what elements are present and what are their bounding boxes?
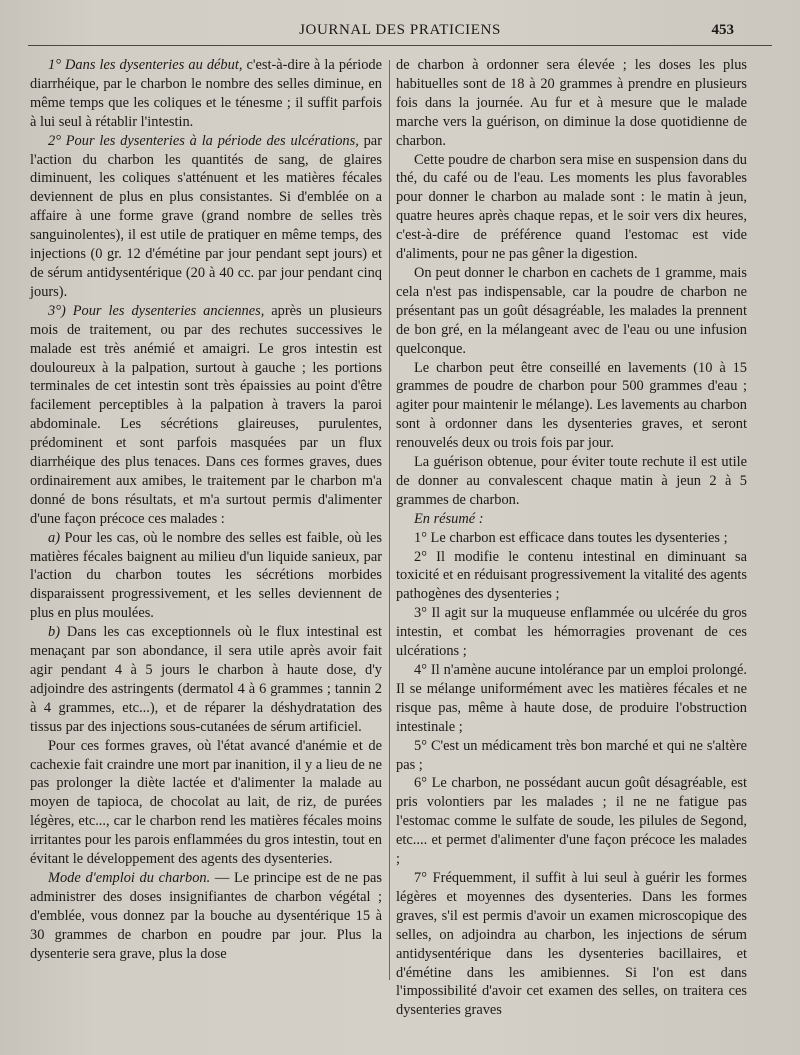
paragraph-text: par l'action du charbon les quantités de sang, de glaires diminuent, les coliques s'atténuent et les matières fécales deviennent de plus en plus consistantes. Si d'emblée on a affaire à une forme grave (grand nombre de selles très sanguinolentes), il est utile de pratiquer en même temps, des injections (0 gr. 12 d'émétine par jour pendant sept jours) et de sérum antidysentérique (20 à 40 cc. par jour pendant cinq jours). [30,132,382,300]
paragraph-text: 1° Le charbon est efficace dans toutes les dysenteries ; [414,529,728,546]
header-rule [28,45,772,46]
paragraph-lead: 3°) Pour les dysenteries anciennes, [48,302,265,319]
right-column-paragraph [396,453,747,510]
paragraph-lead: 1° Dans les dysenteries au début, [48,57,243,73]
right-column-paragraph [396,151,747,264]
right-column-paragraph [396,774,747,869]
paragraph-text: après un plusieurs mois de traitement, ou par des rechutes successives le malade est très anémié et amaigri. Le gros intestin est douloureux à la palpation, surtout à gauche ; les portions terminales de cet intestin sont très épaissies au point d'être facilement perceptibles à la palpation à travers la paroi abdominale. Les sécrétions glaireuses, purulentes, prédominent et sont parfois masquées par un flux diarrhéique des plus tenaces. Dans ces formes graves, dues ordinairement aux amibes, le traitement par le charbon m'a donné de bons résultats, et m'a surtout permis d'alimenter d'une façon précoce ces malades : [30,302,382,527]
right-column-paragraph [396,359,747,454]
left-column-paragraph [30,132,382,302]
running-title: JOURNAL DES PRATICIENS [299,22,501,38]
right-column-paragraph [396,264,747,359]
paragraph-text: — Le principe est de ne pas administrer des doses insignifiantes de charbon végétal ; d'emblée, vous donnez par la bouche au dysentérique 15 à 30 grammes de charbon en poudre par jour. Plus la dysenterie sera grave, plus la dose [30,869,383,962]
right-column-paragraph [396,604,747,661]
left-column-paragraph [30,302,382,529]
left-column-paragraph [30,529,382,624]
paragraph-text: 4° Il n'amène aucune intolérance par un emploi prolongé. Il se mélange uniformément avec les matières fécales et ne risque pas, même à haute dose, de produire l'obstruction intestinale ; [396,662,747,735]
paragraph-text: 2° Il modifie le contenu intestinal en diminuant sa toxicité et en réduisant progressivement la vitalité des agents pathogènes des dysenteries ; [396,548,747,603]
column-divider [389,60,390,980]
paragraph-text: Cette poudre de charbon sera mise en suspension dans du thé, du café ou de l'eau. Les moments les plus favorables pour donner le charbon au malade sont : le matin à jeun, quatre heures après chaque repas, et le soir vers dix heures, c'est-à-dire de préférence quand l'estomac est vide d'aliments, pour ne pas gêner la digestion. [396,151,747,263]
paragraph-lead: En résumé : [414,510,484,527]
paragraph-text: 6° Le charbon, ne possédant aucun goût désagréable, est pris volontiers par les malades ; il ne ne fatigue pas l'estomac comme le sulfate de soude, les pilules de Segond, etc.... et permet d'alimenter d'une façon précoce les malades ; [396,775,747,868]
paragraph-text: 3° Il agit sur la muqueuse enflammée ou ulcérée du gros intestin, et combat les hémorragies provenant de ces ulcérations ; [396,605,747,660]
paragraph-text: 5° C'est un médicament très bon marché et qui ne s'altère pas ; [396,737,747,773]
right-column-paragraph [396,56,747,151]
left-column [30,56,382,964]
paragraph-text: de charbon à ordonner sera élevée ; les doses les plus habituelles sont de 18 à 20 grammes à prendre en plusieurs fois dans la journée. Au fur et à mesure que le malade marche vers la guérison, on diminue la dose quotidienne de charbon. [396,57,747,149]
right-column-paragraph [396,737,747,775]
paragraph-text: La guérison obtenue, pour éviter toute rechute il est utile de donner au convalescent chaque matin à jeun 2 à 5 grammes de charbon. [396,454,747,508]
paragraph-text: c'est-à-dire à la période diarrhéique, par le charbon le nombre des selles diminue, en même temps que les coliques et le ténesme ; il suffit parfois à lui seul à rétablir l'intestin. [30,57,382,130]
paragraph-text: On peut donner le charbon en cachets de 1 gramme, mais cela n'est pas indispensable, car la poudre de charbon ne présentant pas un goût désagréable, les malades la prennent de bon gré, en la mélangeant avec de l'eau ou une infusion quelconque. [396,264,747,357]
page-number: 453 [711,22,734,38]
right-column [396,56,747,1020]
paragraph-text: Pour les cas, où le nombre des selles est faible, où les matières fécales baignent au milieu d'un liquide sanieux, par l'action du charbon toutes les sécrétions morbides disparaissent progressivement, et les selles deviennent de plus en plus moulées. [30,529,382,622]
paragraph-text: Pour ces formes graves, où l'état avancé d'anémie et de cachexie fait craindre une mort par inanition, il y a lieu de ne pas prolonger la diète lactée et d'alimenter la malade au moyen de tapioca, de chocolat au lait, de riz, de purées légères, etc..., car le charbon rend les matières fécales moins irritantes pour les parois enflammées du gros intestin, tout en évitant le développement des agents des dysenteries. [30,737,382,868]
paragraph-text: Dans les cas exceptionnels où le flux intestinal est menaçant par son abondance, il sera utile après avoir fait agir pendant 4 à 5 jours le charbon à haute dose, d'y adjoindre des astringents (dermatol 4 à 6 grammes ; tannin 2 à 4 grammes, etc...), et de réparer la déshydratation des tissus par des injections sous-cutanées de sérum artificiel. [30,624,382,735]
right-column-paragraph [396,548,747,605]
right-column-paragraph [396,529,747,548]
paragraph-lead: b) [48,624,60,641]
page-header [0,18,800,48]
left-column-paragraph [30,56,382,132]
paragraph-lead: 2° Pour les dysenteries à la période des ulcérations, [48,132,359,149]
right-column-paragraph [396,869,747,1020]
paragraph-text: Le charbon peut être conseillé en lavements (10 à 15 grammes de poudre de charbon pour 500 grammes d'eau ; agiter pour maintenir le mélange). Les lavements au charbon sont à ordonner dans les dysenteries graves, et seront renouvelés deux ou trois fois par jour. [396,359,747,452]
right-column-paragraph [396,661,747,737]
left-column-paragraph [30,623,382,736]
paragraph-text: 7° Fréquemment, il suffit à lui seul à guérir les formes légères et moyennes des dysenteries. Dans les formes graves, s'il est permis d'avoir un examen microscopique des selles, on adjoindra au charbon, les injections de sérum antidysentérique dans les dysenteries bacillaires, et d'émétine dans les amibiennes. Si l'on est dans l'impossibilité d'avoir cet examen des selles, on traitera ces dysenteries graves [396,869,747,1019]
left-column-paragraph [30,737,382,869]
right-column-paragraph [396,510,747,529]
left-column-paragraph [30,869,382,964]
paragraph-lead: a) [48,529,60,546]
paragraph-lead: Mode d'emploi du charbon. [48,869,211,886]
